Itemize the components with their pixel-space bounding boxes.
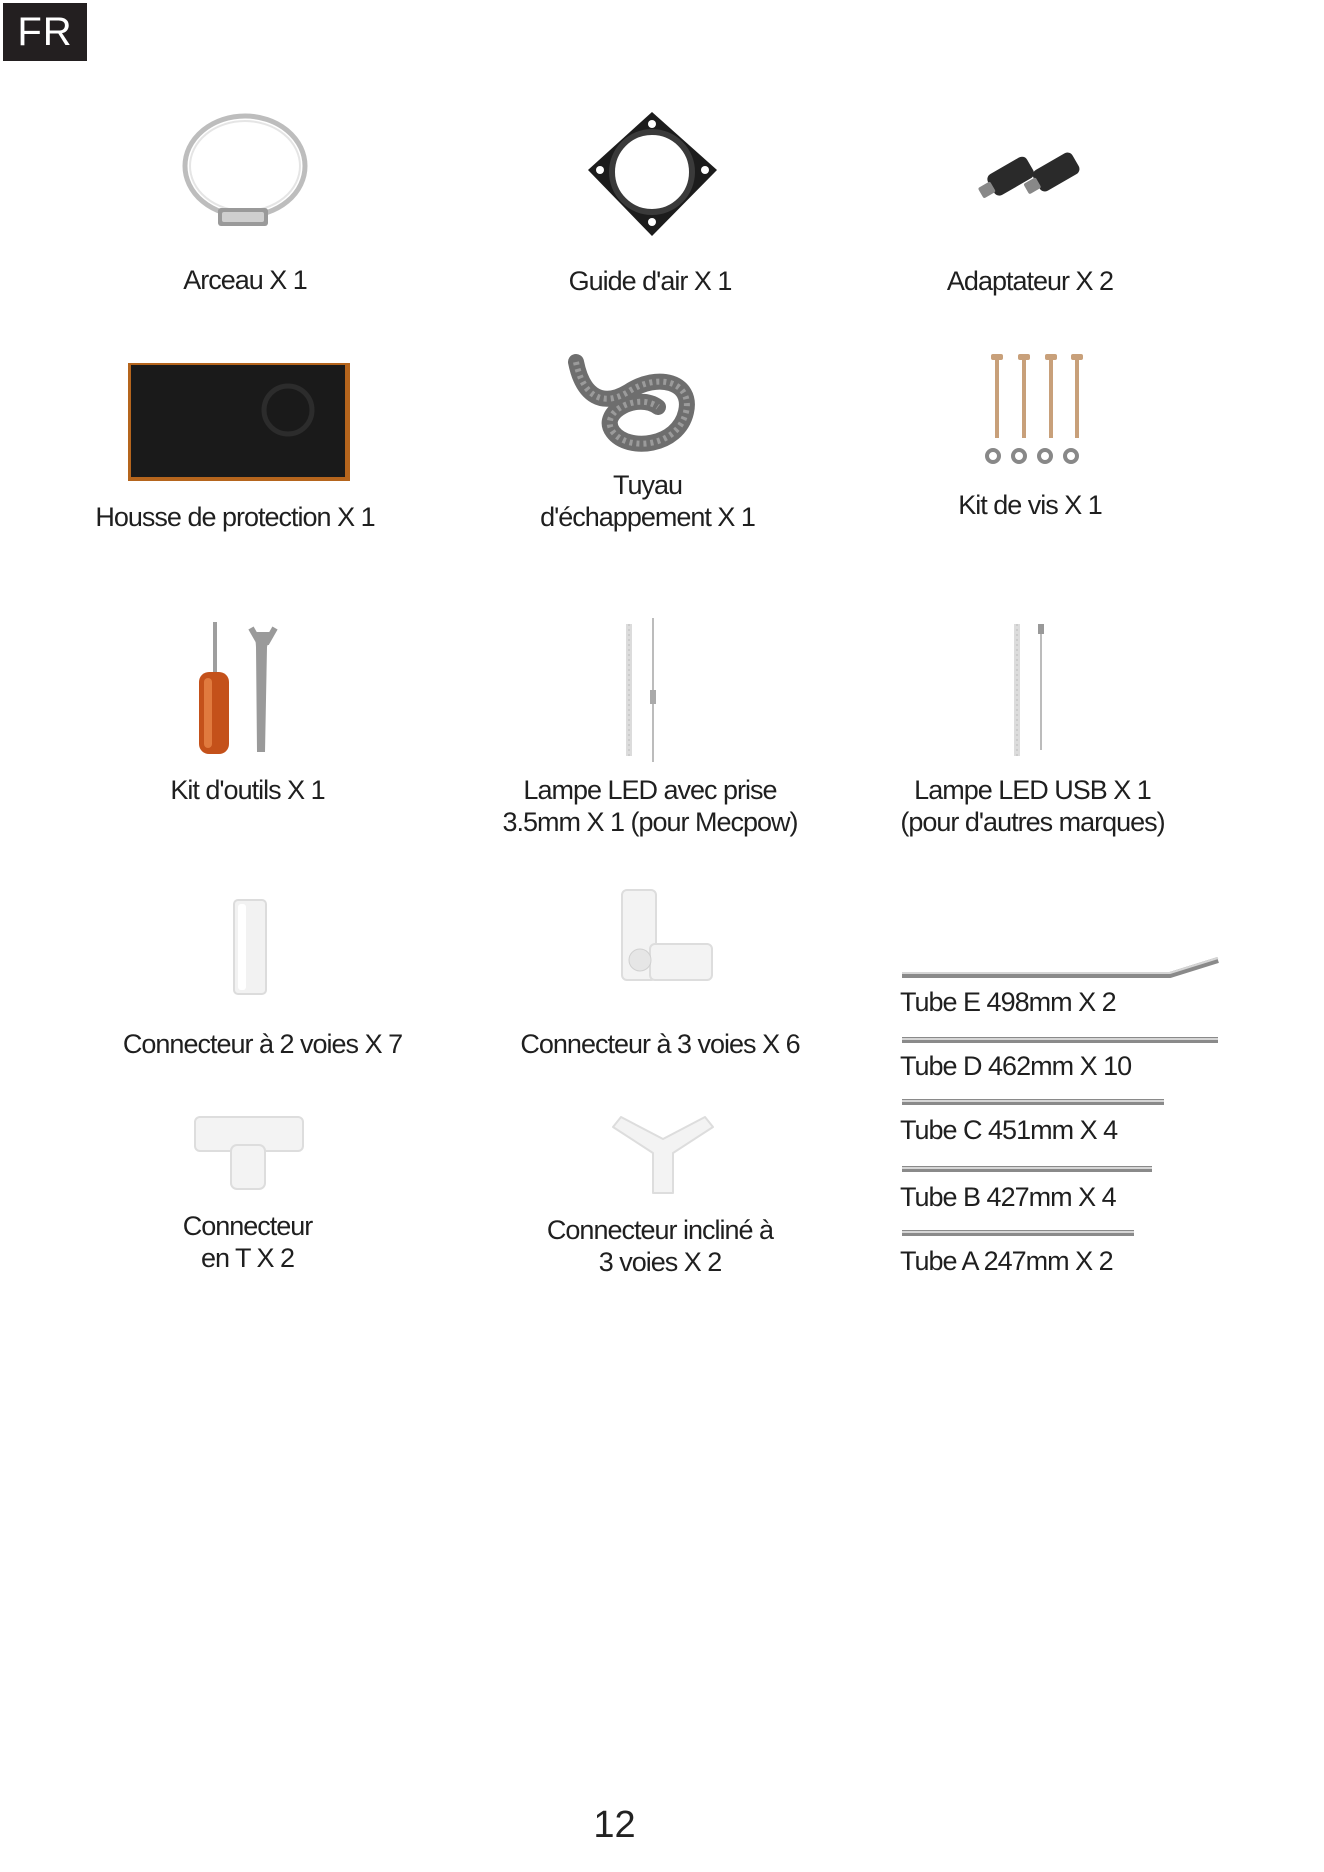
tuyau-label-line2: d'échappement X 1 [540, 502, 755, 532]
tube-c-icon [900, 1096, 1166, 1108]
kit-vis-label: Kit de vis X 1 [958, 490, 1102, 520]
kit-outils-label: Kit d'outils X 1 [170, 775, 325, 805]
connecteur-2-label: Connecteur à 2 voies X 7 [122, 1029, 403, 1059]
usb-led-lamp-icon [1008, 618, 1058, 762]
hose-clamp-icon [180, 108, 310, 238]
tube-a-icon [900, 1227, 1136, 1239]
tube-e-icon [900, 955, 1220, 981]
connecteur-incline-label-line1: Connecteur incliné à [546, 1215, 774, 1245]
page-number: 12 [593, 1804, 636, 1846]
lampe-usb-label-line2: (pour d'autres marques) [900, 807, 1165, 837]
tool-kit-icon [195, 622, 285, 758]
connecteur-incline-label-line2: 3 voies X 2 [598, 1247, 722, 1277]
adapter-icon [975, 135, 1085, 215]
tuyau-label-line1: Tuyau [612, 470, 683, 500]
exhaust-hose-icon [558, 352, 708, 462]
t-connector-icon [193, 1115, 305, 1191]
tube-d-icon [900, 1034, 1220, 1046]
connecteur-t-label-line1: Connecteur [182, 1211, 313, 1241]
led-lamp-icon [620, 618, 670, 762]
tube-d-label: Tube D 462mm X 10 [900, 1051, 1132, 1081]
tube-b-icon [900, 1163, 1154, 1175]
air-guide-icon [585, 110, 720, 240]
protective-cover-icon [128, 363, 350, 481]
two-way-connector-icon [232, 898, 268, 996]
connecteur-t-label-line2: en T X 2 [200, 1243, 295, 1273]
lampe-led-label-line1: Lampe LED avec prise [523, 775, 777, 805]
three-way-connector-icon [620, 888, 715, 983]
housse-label: Housse de protection X 1 [95, 502, 375, 532]
tube-c-label: Tube C 451mm X 4 [900, 1115, 1118, 1145]
lampe-led-label-line2: 3.5mm X 1 (pour Mecpow) [502, 807, 798, 837]
screw-kit-icon [983, 350, 1088, 468]
lampe-usb-label-line1: Lampe LED USB X 1 [914, 775, 1151, 805]
connecteur-3-label: Connecteur à 3 voies X 6 [520, 1029, 800, 1059]
tube-a-label: Tube A 247mm X 2 [900, 1246, 1113, 1276]
tube-e-label: Tube E 498mm X 2 [900, 987, 1116, 1017]
arceau-label: Arceau X 1 [183, 265, 307, 295]
adaptateur-label: Adaptateur X 2 [946, 266, 1114, 296]
angled-three-way-connector-icon [605, 1113, 720, 1198]
guide-air-label: Guide d'air X 1 [568, 266, 732, 296]
tube-b-label: Tube B 427mm X 4 [900, 1182, 1116, 1212]
language-badge: FR [3, 3, 87, 61]
